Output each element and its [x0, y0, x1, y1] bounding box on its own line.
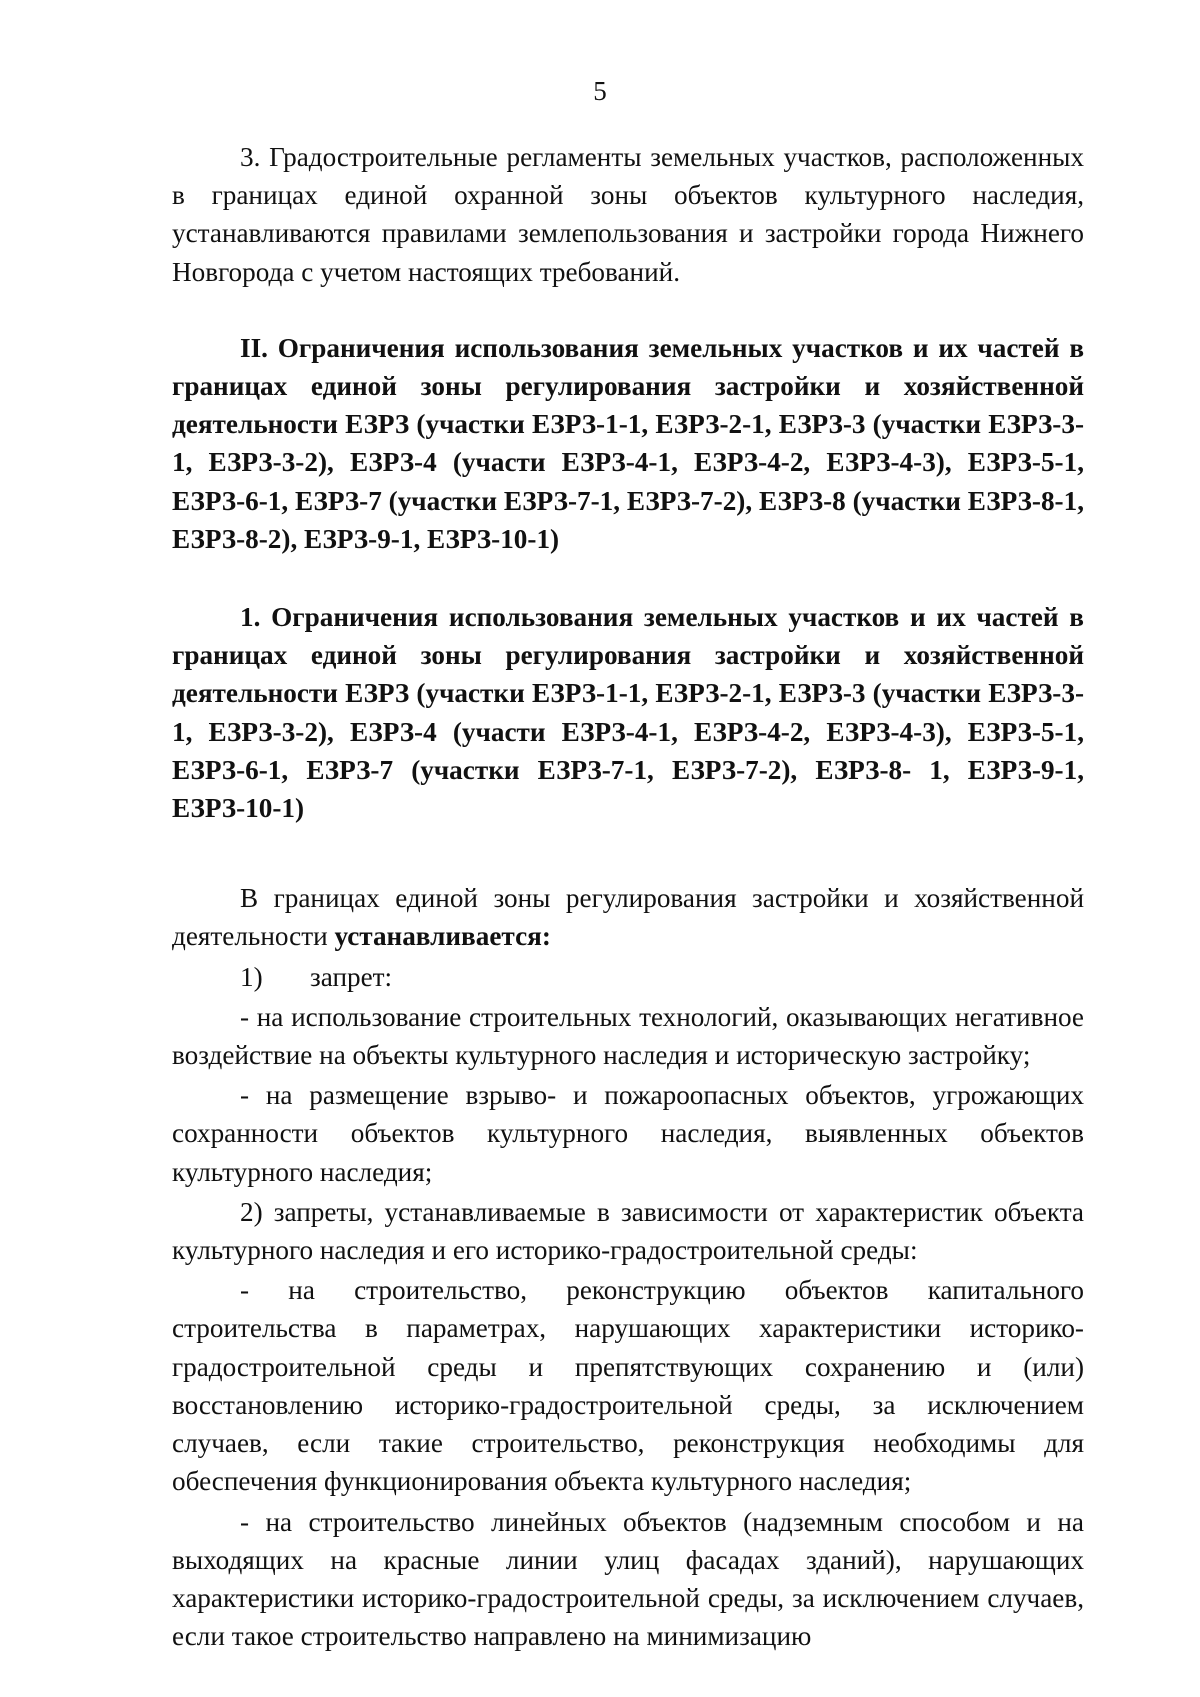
list-item-1-number: 1)	[240, 961, 263, 992]
list-item-1	[172, 958, 1084, 996]
document-body	[172, 138, 1084, 1655]
list-item-2: 2) запреты, устанавливаемые в зависимости от характеристик объекта культурного наследия и его историко-градостроительной среды:	[172, 1196, 1084, 1266]
intro-text: В границах единой зоны регулирования застройки и хозяйственной деятельности	[172, 883, 1084, 952]
intro-bold-text: устанавливается:	[334, 921, 551, 952]
list-item-1-text: запрет:	[310, 961, 393, 992]
list-item-1-b: - на размещение взрыво- и пожароопасных объектов, угрожающих сохранности объектов культурного наследия, выявленных объектов культурного наследия;	[172, 1080, 1084, 1187]
paragraph-regulations: 3. Градостроительные регламенты земельных участков, расположенных в границах единой охранной зоны объектов культурного наследия, устанавливаются правилами землепользования и застройки города Нижнего Новгорода с учетом настоящих требований.	[172, 142, 1084, 287]
page-number: 5	[593, 76, 607, 106]
paragraph-intro	[172, 879, 1084, 955]
section-heading-ii: II. Ограничения использования земельных участков и их частей в границах единой зоны регулирования застройки и хозяйственной деятельности ЕЗРЗ (участки ЕЗРЗ-1-1, ЕЗРЗ-2-1, ЕЗРЗ-3 (участки ЕЗРЗ-3-1, ЕЗРЗ-3-2), ЕЗРЗ-4 (участи ЕЗРЗ-4-1, ЕЗРЗ-4-2, ЕЗРЗ-4-3), ЕЗРЗ-5-1, ЕЗРЗ-6-1, ЕЗРЗ-7 (участки ЕЗРЗ-7-1, ЕЗРЗ-7-2), ЕЗРЗ-8 (участки ЕЗРЗ-8-1, ЕЗРЗ-8-2), ЕЗРЗ-9-1, ЕЗРЗ-10-1)	[172, 332, 1084, 554]
list-item-1-a: - на использование строительных технологий, оказывающих негативное воздействие на объекты культурного наследия и историческую застройку;	[172, 1001, 1084, 1071]
subsection-heading-1: 1. Ограничения использования земельных участков и их частей в границах единой зоны регулирования застройки и хозяйственной деятельности ЕЗРЗ (участки ЕЗРЗ-1-1, ЕЗРЗ-2-1, ЕЗРЗ-3 (участки ЕЗРЗ-3-1, ЕЗРЗ-3-2), ЕЗРЗ-4 (участи ЕЗРЗ-4-1, ЕЗРЗ-4-2, ЕЗРЗ-4-3), ЕЗРЗ-5-1, ЕЗРЗ-6-1, ЕЗРЗ-7 (участки ЕЗРЗ-7-1, ЕЗРЗ-7-2), ЕЗРЗ-8- 1, ЕЗРЗ-9-1, ЕЗРЗ-10-1)	[172, 602, 1084, 824]
list-item-2-b: - на строительство линейных объектов (надземным способом и на выходящих на красные линии улиц фасадах зданий), нарушающих характеристики историко-градостроительной среды, за исключением случаев, если такое строительство направлено на минимизацию	[172, 1506, 1084, 1652]
list-item-2-a: - на строительство, реконструкцию объектов капитального строительства в параметрах, нарушающих характеристики историко-градостроительной среды и препятствующих сохранению и (или) восстановлению историко-градостроительной среды, за исключением случаев, если такие строительство, реконструкция необходимы для обеспечения функционирования объекта культурного наследия;	[172, 1275, 1084, 1497]
